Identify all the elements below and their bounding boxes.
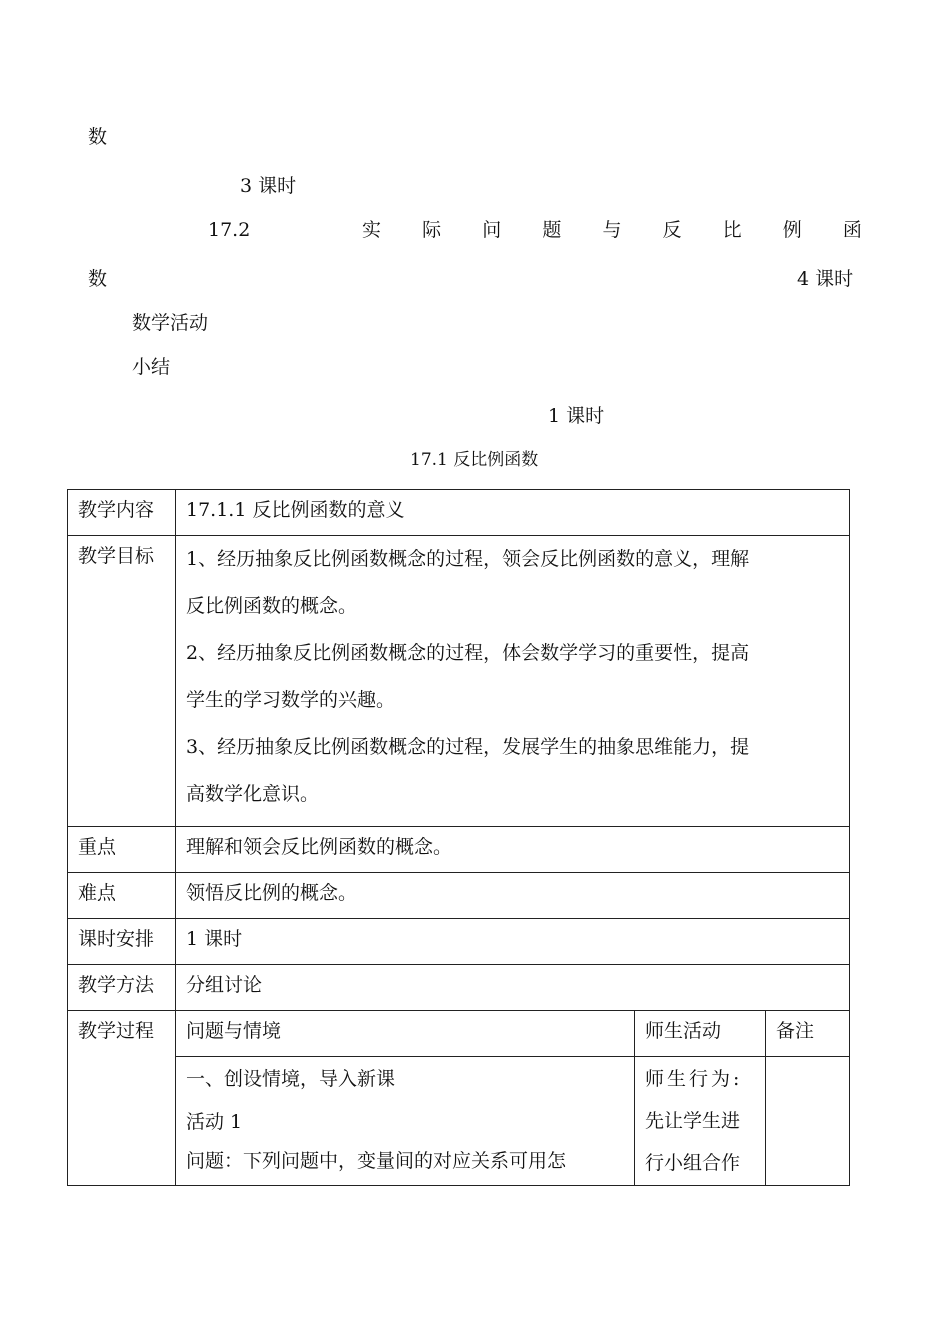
row-difficulty (68, 873, 850, 919)
activity-line: 先让学生进 (645, 1110, 741, 1132)
outline-line1-tail: 数 (88, 126, 108, 148)
process-header-problem: 问题与情境 (176, 1011, 635, 1057)
process-activity-content (635, 1057, 766, 1186)
activity-line: 行小组合作 (645, 1152, 741, 1174)
title-char: 际 (422, 219, 442, 241)
difficulty-label: 难点 (68, 873, 176, 919)
section-title: 17.1 反比例函数 (410, 450, 539, 470)
title-char: 反 (662, 219, 682, 241)
outline-line2-hours: 3 课时 (240, 175, 297, 197)
objective-line: 3、经历抽象反比例函数概念的过程，发展学生的抽象思维能力，提 (186, 736, 750, 758)
outline-item-17-2-hours: 4 课时 (797, 268, 854, 290)
teaching-content-label: 教学内容 (68, 490, 176, 536)
title-char: 例 (782, 219, 802, 241)
key-point-value: 理解和领会反比例函数的概念。 (176, 827, 850, 873)
objective-line: 高数学化意识。 (186, 783, 320, 805)
teaching-objectives-label: 教学目标 (68, 536, 176, 827)
title-char: 与 (602, 219, 622, 241)
teaching-objectives-value (176, 536, 850, 827)
objective-line: 1、经历抽象反比例函数概念的过程，领会反比例函数的意义，理解 (186, 548, 750, 570)
teaching-process-label: 教学过程 (68, 1011, 176, 1186)
objective-line: 反比例函数的概念。 (186, 595, 358, 617)
key-point-label: 重点 (68, 827, 176, 873)
title-char: 函 (842, 219, 862, 241)
outline-math-activity: 数学活动 (132, 312, 209, 334)
row-teaching-content (68, 490, 850, 536)
process-header-notes: 备注 (766, 1011, 850, 1057)
process-header-activity: 师生活动 (635, 1011, 766, 1057)
row-teaching-method (68, 965, 850, 1011)
problem-line: 活动 1 (186, 1111, 243, 1133)
teaching-method-label: 教学方法 (68, 965, 176, 1011)
outline-item-17-2-tail: 数 (88, 268, 108, 290)
outline-item-17-2-number: 17.2 (208, 219, 251, 241)
objective-line: 学生的学习数学的兴趣。 (186, 689, 396, 711)
row-schedule (68, 919, 850, 965)
teaching-method-value: 分组讨论 (176, 965, 850, 1011)
activity-line: 师生行为: (645, 1068, 743, 1090)
outline-summary: 小结 (132, 356, 171, 378)
process-problem-content (176, 1057, 635, 1186)
outline-summary-hours: 1 课时 (548, 405, 605, 427)
problem-line: 问题：下列问题中，变量间的对应关系可用怎 (186, 1150, 567, 1172)
row-key-point (68, 827, 850, 873)
teaching-content-value: 17.1.1 反比例函数的意义 (176, 490, 850, 536)
schedule-label: 课时安排 (68, 919, 176, 965)
row-teaching-objectives (68, 536, 850, 827)
problem-line: 一、创设情境，导入新课 (186, 1068, 396, 1090)
title-char: 题 (542, 219, 562, 241)
row-process-content (68, 1057, 850, 1186)
row-process-header (68, 1011, 850, 1057)
title-char: 比 (722, 219, 742, 241)
title-char: 问 (482, 219, 502, 241)
schedule-value: 1 课时 (176, 919, 850, 965)
difficulty-value: 领悟反比例的概念。 (176, 873, 850, 919)
process-notes-content (766, 1057, 850, 1186)
title-char: 实 (362, 219, 382, 241)
outline-item-17-2-title (362, 221, 862, 240)
lesson-plan-table (67, 489, 850, 1186)
objective-line: 2、经历抽象反比例函数概念的过程，体会数学学习的重要性，提高 (186, 642, 750, 664)
